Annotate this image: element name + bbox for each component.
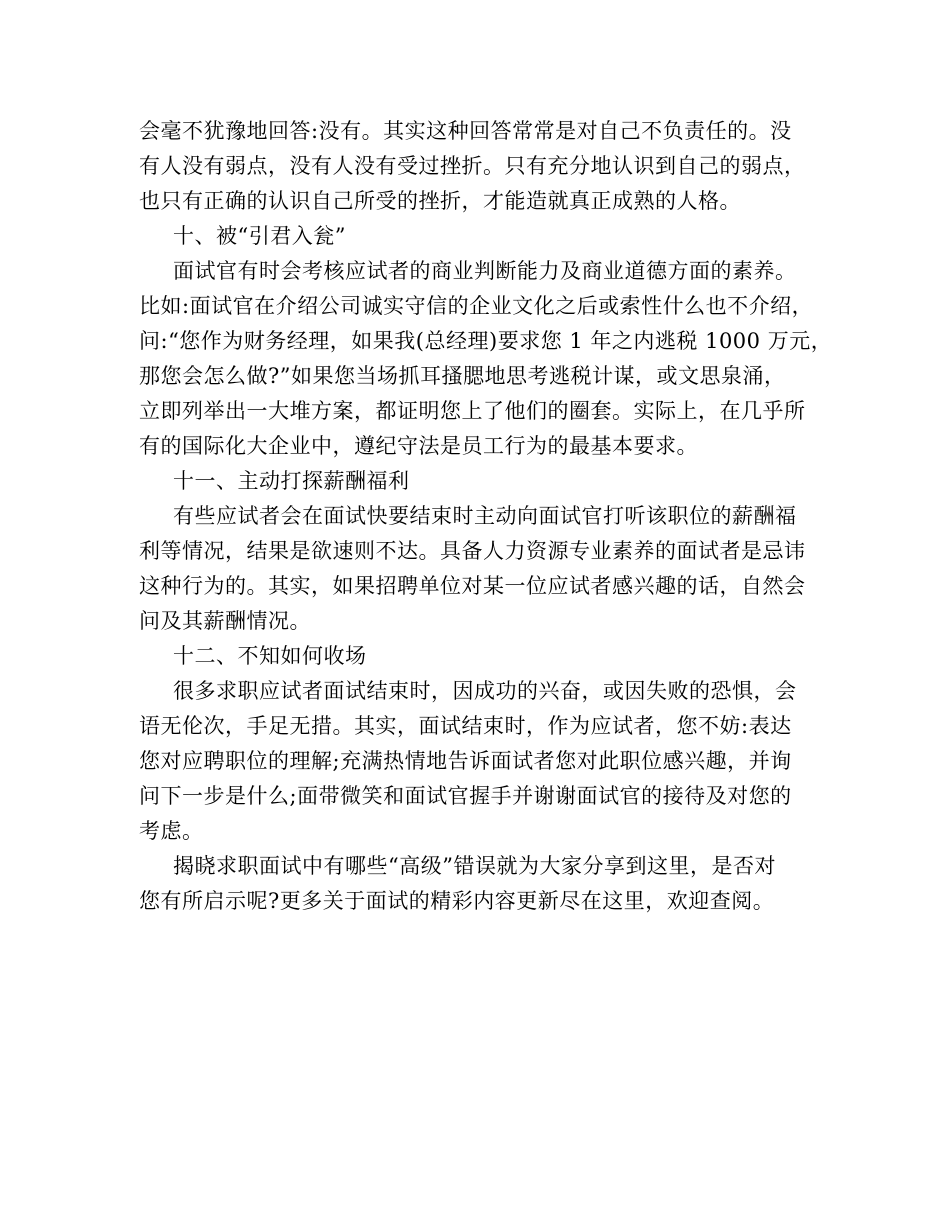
paragraph-line: 语无伦次，手足无措。其实，面试结束时，作为应试者，您不妨:表达: [139, 714, 792, 738]
paragraph-line: 有些应试者会在面试快要结束时主动向面试官打听该职位的薪酬福: [173, 504, 797, 528]
paragraph-line: 考虑。: [139, 819, 204, 843]
paragraph-line: 很多求职应试者面试结束时，因成功的兴奋，或因失败的恐惧，会: [173, 679, 797, 703]
paragraph-line: 您有所启示呢?更多关于面试的精彩内容更新尽在这里，欢迎查阅。: [139, 889, 775, 913]
paragraph-line: 这种行为的。其实，如果招聘单位对某一位应试者感兴趣的话，自然会: [139, 574, 806, 598]
paragraph-line: 有的国际化大企业中，遵纪守法是员工行为的最基本要求。: [139, 434, 698, 458]
paragraph-line: 那您会怎么做?”如果您当场抓耳搔腮地思考逃税计谋，或文思泉涌，: [139, 364, 786, 388]
paragraph-line: 比如:面试官在介绍公司诚实守信的企业文化之后或索性什么也不介绍，: [139, 294, 814, 318]
paragraph-line: 面试官有时会考核应试者的商业判断能力及商业道德方面的素养。: [173, 259, 797, 283]
paragraph-line: 立即列举出一大堆方案，都证明您上了他们的圈套。实际上，在几乎所: [139, 399, 806, 423]
paragraph-line: 您对应聘职位的理解;充满热情地告诉面试者您对此职位感兴趣，并询: [139, 749, 792, 773]
document-page: [139, 114, 833, 919]
paragraph-line: 也只有正确的认识自己所受的挫折，才能造就真正成熟的人格。: [139, 189, 741, 213]
section-heading: 十二、不知如何收场: [173, 644, 367, 668]
paragraph-line: 揭晓求职面试中有哪些“高级”错误就为大家分享到这里，是否对: [173, 854, 776, 878]
paragraph-line: 会毫不犹豫地回答:没有。其实这种回答常常是对自己不负责任的。没: [139, 119, 792, 143]
section-heading: 十一、主动打探薪酬福利: [173, 469, 410, 493]
paragraph-line: 有人没有弱点，没有人没有受过挫折。只有充分地认识到自己的弱点，: [139, 154, 806, 178]
paragraph-line: 利等情况，结果是欲速则不达。具备人力资源专业素养的面试者是忌讳: [139, 539, 806, 563]
paragraph-line: 问及其薪酬情况。: [139, 609, 311, 633]
section-heading: 十、被“引君入瓮”: [173, 224, 346, 248]
paragraph-line: 问下一步是什么;面带微笑和面试官握手并谢谢面试官的接待及对您的: [139, 784, 792, 808]
paragraph-line: 问:“您作为财务经理，如果我(总经理)要求您 1 年之内逃税 1000 万元，: [139, 329, 833, 353]
